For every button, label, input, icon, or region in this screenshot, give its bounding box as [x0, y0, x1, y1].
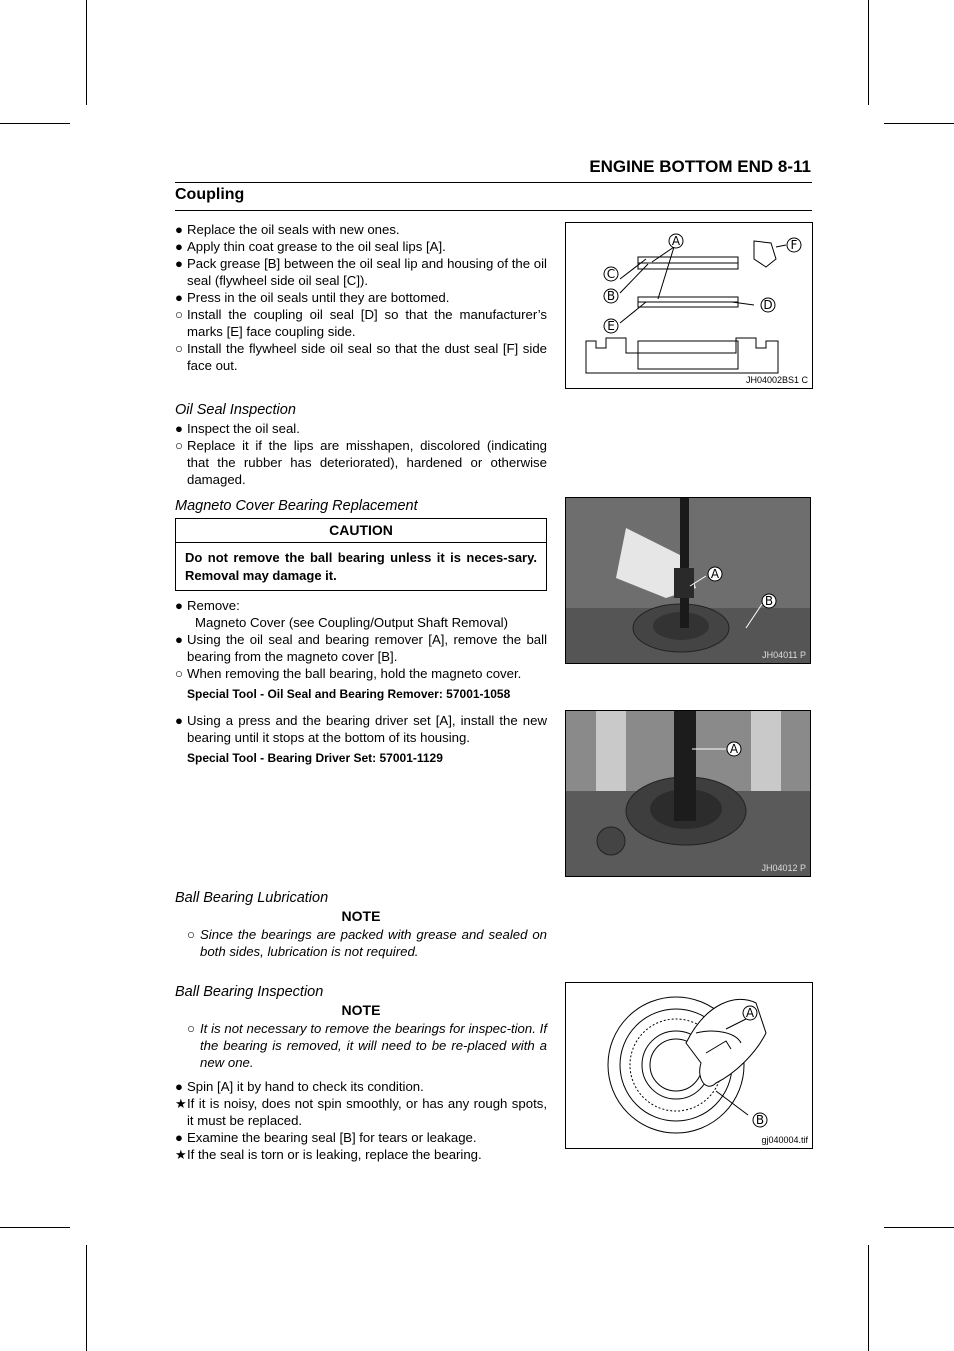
list-item: ● Apply thin coat grease to the oil seal lips [A]. [175, 239, 446, 254]
list-item: ★ If it is noisy, does not spin smoothly, or has any rough spots, it must be replaced. [175, 1096, 547, 1128]
crop-mark [884, 1227, 954, 1228]
list-item: ○ Install the coupling oil seal [D] so that the manufacturer’s marks [E] face coupling side. [175, 307, 547, 339]
label-a: A [710, 567, 720, 581]
bearing-inspection-diagram [565, 982, 813, 1149]
figure-id: JH04012 P [761, 863, 806, 873]
subsection-heading: Magneto Cover Bearing Replacement [175, 498, 418, 514]
list-item: ○ When removing the ball bearing, hold the magneto cover. [175, 666, 522, 681]
subsection-heading: Oil Seal Inspection [175, 402, 296, 418]
bearing-removal-photo [565, 497, 811, 664]
subsection-heading: Ball Bearing Inspection [175, 984, 324, 1000]
note-text: ○ Since the bearings are packed with grease and sealed on both sides, lubrication is not required. [187, 927, 547, 959]
bearing-install-photo-drawing [566, 711, 810, 876]
list-item: ● Remove: [175, 598, 240, 613]
bearing-removal-photo-drawing [566, 498, 810, 663]
coupling-list [175, 221, 547, 374]
figure-id: gj040004.tif [761, 1135, 808, 1145]
crop-mark [0, 123, 70, 124]
note-text: ○ It is not necessary to remove the bearings for inspec-tion. If the bearing is removed, it will need to be re-placed with a new one. [187, 1021, 547, 1070]
special-tool: Special Tool - Bearing Driver Set: 57001-1129 [187, 751, 443, 765]
list-item: ● Using a press and the bearing driver set [A], install the new bearing until it stops at the bottom of its housing. [175, 713, 547, 745]
label-c: C [606, 267, 616, 281]
section-title: Coupling [175, 186, 245, 203]
crop-mark [884, 123, 954, 124]
header-rule [175, 182, 812, 183]
label-a: A [671, 234, 681, 248]
magneto-section [175, 498, 547, 703]
note-title: NOTE [341, 908, 381, 924]
label-b: B [606, 289, 616, 303]
crop-mark [86, 1245, 87, 1351]
diagram-labels [604, 234, 801, 333]
list-item: ● Examine the bearing seal [B] for tears or leakage. [175, 1130, 477, 1145]
list-item: ★ If the seal is torn or is leaking, replace the bearing. [175, 1147, 482, 1162]
label-a: A [745, 1006, 755, 1020]
list-item: ● Inspect the oil seal. [175, 421, 300, 436]
section-rule [175, 210, 812, 211]
figure-id: JH04011 P [762, 650, 806, 660]
label-d: D [763, 298, 773, 312]
figure-id: JH04002BS1 C [745, 375, 808, 385]
bearing-install-photo [565, 710, 811, 877]
inspection-section [175, 984, 547, 1163]
bearing-inspection-drawing [566, 983, 812, 1148]
crop-mark [0, 1227, 70, 1228]
lubrication-section [175, 890, 547, 960]
list-item: ○ Install the flywheel side oil seal so that the dust seal [F] side face out. [175, 341, 547, 373]
list-item: ● Pack grease [B] between the oil seal lip and housing of the oil seal (flywheel side oil seal [C]). [175, 256, 547, 288]
page-header: ENGINE BOTTOM END 8-11 [589, 157, 811, 176]
list-item: ● Press in the oil seals until they are bottomed. [175, 290, 450, 305]
oil-seal-section [175, 402, 547, 488]
label-a: A [729, 742, 739, 756]
crop-mark [86, 0, 87, 105]
label-b: B [764, 594, 774, 608]
crop-mark [868, 0, 869, 105]
label-b: B [755, 1113, 765, 1127]
list-item: ○ Replace it if the lips are misshapen, discolored (indicating that the rubber has deteriorated), hardened or otherwise damaged. [175, 438, 547, 487]
label-f: F [790, 238, 798, 252]
caution-text: Do not remove the ball bearing unless it is neces-sary. Removal may damage it. [185, 550, 537, 583]
oil-seal-diagram [565, 222, 813, 389]
crop-mark [868, 1245, 869, 1351]
special-tool: Special Tool - Oil Seal and Bearing Remover: 57001-1058 [187, 687, 511, 701]
caution-title: CAUTION [176, 519, 546, 543]
note-title: NOTE [341, 1002, 381, 1018]
label-e: E [607, 319, 615, 333]
list-item: ● Using the oil seal and bearing remover [A], remove the ball bearing from the magneto cover [B]. [175, 632, 547, 664]
list-item: ● Spin [A] it by hand to check its condition. [175, 1079, 424, 1094]
caution-box [175, 518, 547, 591]
oil-seal-diagram-drawing [566, 223, 812, 388]
install-section [175, 712, 547, 767]
subsection-heading: Ball Bearing Lubrication [175, 890, 329, 906]
remove-detail: Magneto Cover (see Coupling/Output Shaft Removal) [195, 615, 508, 630]
list-item: ● Replace the oil seals with new ones. [175, 222, 400, 237]
